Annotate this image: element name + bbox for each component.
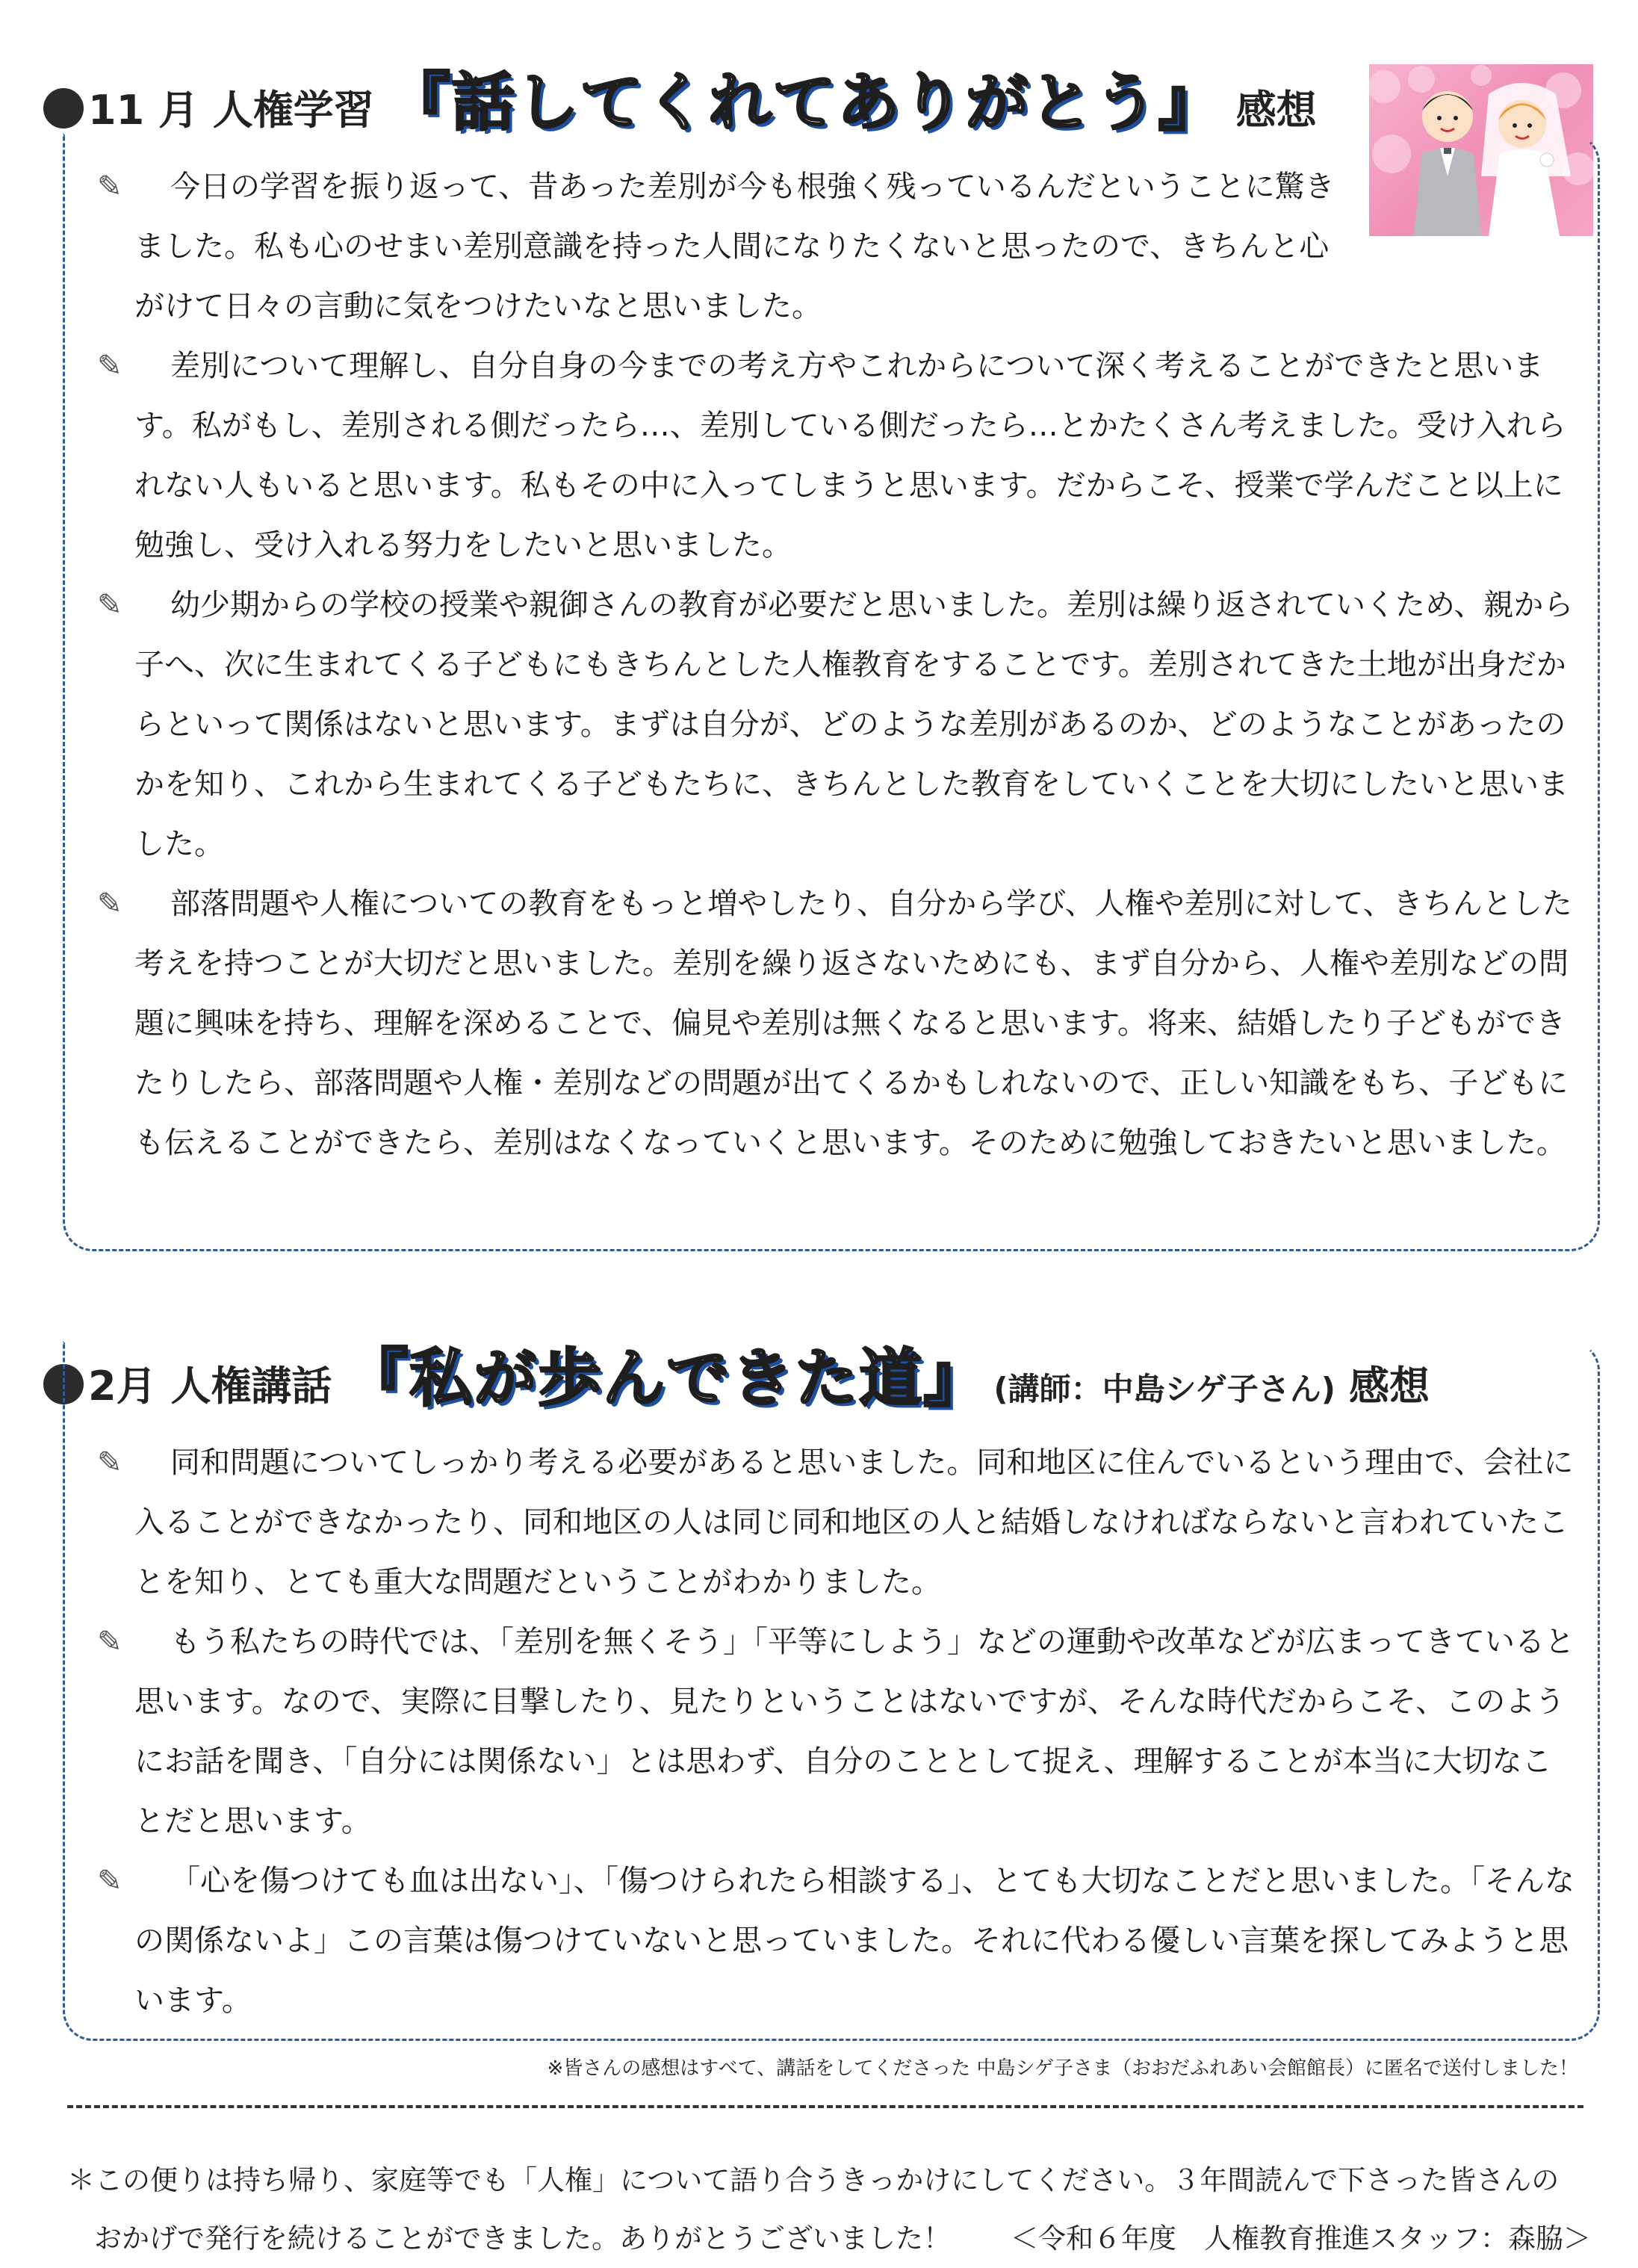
list-item — [97, 1851, 1576, 2030]
pencil-icon: ✎ — [97, 588, 122, 622]
pencil-icon: ✎ — [97, 1625, 122, 1659]
comment-text: 同和問題についてしっかり考える必要があると思いました。同和地区に住んでいるという理由で、会社に入ることができなかったり、同和地区の人は同じ同和地区の人と結婚しなければならないと言われていたことを知り、とても重大な問題だということがわかりました。 — [134, 1446, 1574, 1599]
heading-bullet-icon — [43, 88, 84, 128]
footer-line-2: おかげで発行を続けることができました。ありがとうございました！ — [94, 2222, 951, 2255]
comment-text: 「心を傷つけても血は出ない」、「傷つけられたら相談する」、とても大切なことだと思いました。「そんなの関係ないよ」この言葉は傷つけていないと思っていました。それに代わる優しい言葉を探してみようと思います。 — [134, 1864, 1575, 2018]
footer-line-1: ＊この便りは持ち帰り、家庭等でも「人権」について語り合うきっかけにしてください。３年間読んで下さった皆さんの — [67, 2164, 1560, 2196]
section1-list — [97, 157, 1576, 1173]
section1-heading-title: 『話してくれてありがとう』 — [387, 66, 1223, 139]
section2-heading-speaker: (講師：中島シゲ子さん) — [993, 1371, 1335, 1407]
comment-text: 差別について理解し、自分自身の今までの考え方やこれからについて深く考えることができたと思います。私がもし、差別される側だったら…、差別している側だったら…とかたくさん考えました。受け入れられない人もいると思います。私もその中に入ってしまうと思います。だからこそ、授業で学んだこと以上に勉強し、受け入れる努力をしたいと思いました。 — [134, 349, 1566, 563]
comment-text: もう私たちの時代では、「差別を無くそう」「平等にしよう」などの運動や改革などが広まってきていると思います。なので、実際に目撃したり、見たりということはないですが、そんな時代だからこそ、このようにお話を聞き、「自分には関係ない」とは思わず、自分のこととして捉え、理解することが本当に大切なことだと思います。 — [134, 1625, 1575, 1838]
comment-text: 今日の学習を振り返って、昔あった差別が今も根強く残っているんだということに驚きました。私も心のせまい差別意識を持った人間になりたくないと思ったので、きちんと心がけて日々の言動に気をつけたいなと思いました。 — [134, 170, 1335, 323]
section1-heading-suffix: 感想 — [1235, 87, 1317, 134]
list-item — [97, 336, 1576, 575]
pencil-icon: ✎ — [97, 887, 122, 921]
pencil-icon: ✎ — [97, 1446, 122, 1480]
list-item — [97, 1612, 1576, 1851]
pencil-icon: ✎ — [97, 349, 122, 383]
list-item — [97, 157, 1576, 336]
cut-line-divider — [67, 2105, 1583, 2108]
section2-heading-suffix: 感想 — [1348, 1363, 1430, 1410]
section2-heading-title: 『私が歩んできた道』 — [345, 1342, 988, 1415]
list-item — [97, 874, 1576, 1173]
comment-text: 幼少期からの学校の授業や親御さんの教育が必要だと思いました。差別は繰り返されていくため、親から子へ、次に生まれてくる子どもにもきちんとした人権教育をすることです。差別されてきた土地が出身だからといって関係はないと思います。まずは自分が、どのような差別があるのか、どのようなことがあったのかを知り、これから生まれてくる子どもたちに、きちんとした教育をしていくことを大切にしたいと思いました。 — [134, 588, 1574, 861]
anonymity-note: ※皆さんの感想はすべて、講話をしてくださった 中島シゲ子さま（おおだふれあい会館館長）に匿名で送付しました！ — [547, 2057, 1578, 2080]
pencil-icon: ✎ — [97, 1864, 122, 1898]
section1-heading-prefix: 11 月 人権学習 — [88, 87, 374, 134]
footer-message — [67, 2151, 1591, 2268]
comment-text: 部落問題や人権についての教育をもっと増やしたり、自分から学び、人権や差別に対して、きちんとした考えを持つことが大切だと思いました。差別を繰り返さないためにも、まず自分から、人権や差別などの問題に興味を持ち、理解を深めることで、偏見や差別は無くなると思います。将来、結婚したり子どもができたりしたら、部落問題や人権・差別などの問題が出てくるかもしれないので、正しい知識をもち、子どもにも伝えることができたら、差別はなくなっていくと思います。そのために勉強しておきたいと思いました。 — [134, 887, 1572, 1160]
pencil-icon: ✎ — [97, 170, 122, 204]
footer-signature: ＜令和６年度 人権教育推進スタッフ：森脇＞ — [1011, 2222, 1591, 2255]
section1-heading — [43, 52, 1317, 143]
section2-heading-prefix: 2月 人権講話 — [88, 1363, 332, 1410]
footer-line-2-row — [67, 2210, 1591, 2268]
section2-list — [97, 1433, 1576, 2030]
list-item — [97, 575, 1576, 874]
list-item — [97, 1433, 1576, 1612]
